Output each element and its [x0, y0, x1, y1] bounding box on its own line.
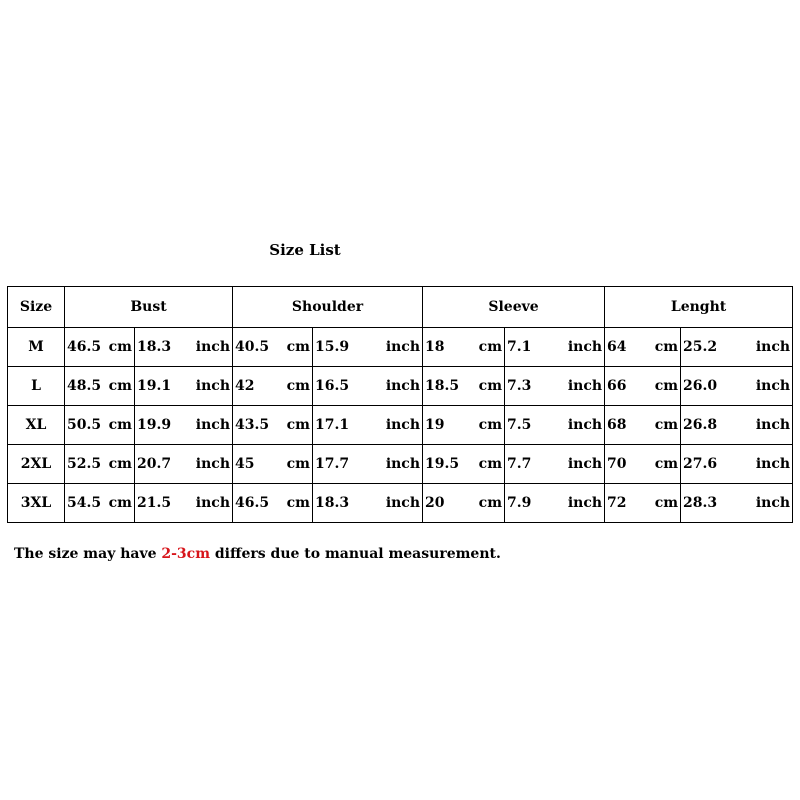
sleeve-inch-cell: [505, 406, 605, 445]
note-highlight: 2-3cm: [161, 546, 211, 562]
shoulder-cm-value: 46.5: [235, 495, 270, 511]
cm-unit: cm: [478, 378, 503, 394]
cm-unit: cm: [654, 417, 679, 433]
shoulder-cm-cell: [233, 445, 313, 484]
sleeve-inch-value: 7.3: [507, 378, 532, 394]
inch-unit: inch: [567, 495, 603, 511]
length-cm-cell: [605, 367, 681, 406]
table-row: [8, 484, 793, 523]
bust-cm-cell: [65, 406, 135, 445]
sleeve-inch-value: 7.9: [507, 495, 532, 511]
inch-unit: inch: [195, 417, 230, 433]
bust-inch-cell: [135, 484, 233, 523]
bust-cm-value: 52.5: [67, 456, 102, 472]
inch-unit: inch: [567, 417, 603, 433]
shoulder-inch-cell: [313, 328, 423, 367]
cm-unit: cm: [654, 495, 679, 511]
sleeve-inch-cell: [505, 445, 605, 484]
page-title: Size List: [269, 241, 341, 259]
inch-unit: inch: [385, 456, 421, 472]
shoulder-inch-cell: [313, 406, 423, 445]
shoulder-inch-value: 15.9: [315, 339, 350, 355]
table-row: [8, 328, 793, 367]
header-bust: Bust: [65, 287, 233, 328]
length-cm-value: 68: [607, 417, 627, 433]
bust-cm-cell: [65, 367, 135, 406]
inch-unit: inch: [755, 495, 791, 511]
cm-unit: cm: [286, 417, 310, 433]
length-inch-cell: [681, 367, 793, 406]
length-cm-value: 64: [607, 339, 627, 355]
bust-inch-cell: [135, 445, 233, 484]
bust-inch-cell: [135, 367, 233, 406]
table-row: [8, 406, 793, 445]
sleeve-inch-cell: [505, 367, 605, 406]
shoulder-cm-cell: [233, 367, 313, 406]
inch-unit: inch: [567, 378, 603, 394]
cm-unit: cm: [108, 378, 132, 394]
bust-cm-value: 54.5: [67, 495, 102, 511]
bust-cm-value: 48.5: [67, 378, 102, 394]
length-inch-value: 25.2: [683, 339, 718, 355]
inch-unit: inch: [755, 417, 791, 433]
inch-unit: inch: [755, 339, 791, 355]
inch-unit: inch: [195, 339, 230, 355]
inch-unit: inch: [385, 495, 421, 511]
shoulder-cm-value: 45: [235, 456, 255, 472]
header-shoulder: Shoulder: [233, 287, 423, 328]
inch-unit: inch: [195, 378, 230, 394]
measurement-note: [14, 546, 501, 562]
inch-unit: inch: [385, 339, 421, 355]
shoulder-cm-cell: [233, 484, 313, 523]
table-row: [8, 445, 793, 484]
bust-inch-cell: [135, 406, 233, 445]
shoulder-cm-cell: [233, 328, 313, 367]
cm-unit: cm: [478, 339, 503, 355]
length-inch-value: 26.0: [683, 378, 718, 394]
inch-unit: inch: [567, 456, 603, 472]
size-label: M: [8, 328, 65, 367]
sleeve-cm-value: 18: [425, 339, 445, 355]
sleeve-inch-cell: [505, 484, 605, 523]
cm-unit: cm: [654, 378, 679, 394]
bust-inch-value: 19.9: [137, 417, 172, 433]
sleeve-cm-cell: [423, 367, 505, 406]
length-cm-value: 70: [607, 456, 627, 472]
shoulder-inch-cell: [313, 445, 423, 484]
length-cm-cell: [605, 406, 681, 445]
length-cm-cell: [605, 445, 681, 484]
length-inch-cell: [681, 445, 793, 484]
table-row: [8, 367, 793, 406]
size-label: 2XL: [8, 445, 65, 484]
cm-unit: cm: [478, 495, 503, 511]
sleeve-cm-value: 19: [425, 417, 445, 433]
shoulder-inch-value: 17.7: [315, 456, 350, 472]
size-label: XL: [8, 406, 65, 445]
length-inch-cell: [681, 484, 793, 523]
cm-unit: cm: [286, 495, 310, 511]
length-cm-cell: [605, 484, 681, 523]
bust-cm-cell: [65, 445, 135, 484]
shoulder-inch-cell: [313, 484, 423, 523]
shoulder-inch-value: 17.1: [315, 417, 350, 433]
table-header-row: [8, 287, 793, 328]
bust-cm-cell: [65, 484, 135, 523]
sleeve-cm-cell: [423, 406, 505, 445]
header-size: Size: [8, 287, 65, 328]
sleeve-cm-cell: [423, 445, 505, 484]
cm-unit: cm: [478, 456, 503, 472]
shoulder-cm-value: 43.5: [235, 417, 270, 433]
length-inch-value: 27.6: [683, 456, 718, 472]
size-table: [7, 286, 793, 523]
length-inch-cell: [681, 406, 793, 445]
cm-unit: cm: [286, 456, 310, 472]
bust-inch-value: 20.7: [137, 456, 172, 472]
length-inch-value: 26.8: [683, 417, 718, 433]
sleeve-cm-cell: [423, 484, 505, 523]
inch-unit: inch: [195, 495, 230, 511]
inch-unit: inch: [385, 417, 421, 433]
cm-unit: cm: [286, 339, 310, 355]
shoulder-cm-value: 40.5: [235, 339, 270, 355]
bust-inch-value: 21.5: [137, 495, 172, 511]
sleeve-cm-cell: [423, 328, 505, 367]
header-sleeve: Sleeve: [423, 287, 605, 328]
sleeve-inch-cell: [505, 328, 605, 367]
sleeve-inch-value: 7.7: [507, 456, 532, 472]
shoulder-inch-cell: [313, 367, 423, 406]
length-cm-value: 66: [607, 378, 627, 394]
bust-inch-cell: [135, 328, 233, 367]
length-cm-value: 72: [607, 495, 627, 511]
cm-unit: cm: [654, 456, 679, 472]
sleeve-cm-value: 19.5: [425, 456, 460, 472]
cm-unit: cm: [478, 417, 503, 433]
header-length: Lenght: [605, 287, 793, 328]
sleeve-inch-value: 7.5: [507, 417, 532, 433]
cm-unit: cm: [654, 339, 679, 355]
cm-unit: cm: [108, 495, 132, 511]
cm-unit: cm: [108, 339, 132, 355]
bust-cm-value: 50.5: [67, 417, 102, 433]
bust-cm-cell: [65, 328, 135, 367]
note-text-before: The size may have: [14, 546, 162, 562]
size-label: 3XL: [8, 484, 65, 523]
sleeve-inch-value: 7.1: [507, 339, 532, 355]
bust-cm-value: 46.5: [67, 339, 102, 355]
inch-unit: inch: [385, 378, 421, 394]
cm-unit: cm: [286, 378, 310, 394]
shoulder-inch-value: 16.5: [315, 378, 350, 394]
length-inch-cell: [681, 328, 793, 367]
shoulder-cm-cell: [233, 406, 313, 445]
length-inch-value: 28.3: [683, 495, 718, 511]
length-cm-cell: [605, 328, 681, 367]
sleeve-cm-value: 18.5: [425, 378, 460, 394]
bust-inch-value: 18.3: [137, 339, 172, 355]
note-text-after: differs due to manual measurement.: [210, 546, 501, 562]
inch-unit: inch: [195, 456, 230, 472]
cm-unit: cm: [108, 417, 132, 433]
bust-inch-value: 19.1: [137, 378, 172, 394]
shoulder-cm-value: 42: [235, 378, 255, 394]
inch-unit: inch: [755, 456, 791, 472]
sleeve-cm-value: 20: [425, 495, 445, 511]
inch-unit: inch: [755, 378, 791, 394]
shoulder-inch-value: 18.3: [315, 495, 350, 511]
inch-unit: inch: [567, 339, 603, 355]
cm-unit: cm: [108, 456, 132, 472]
size-label: L: [8, 367, 65, 406]
